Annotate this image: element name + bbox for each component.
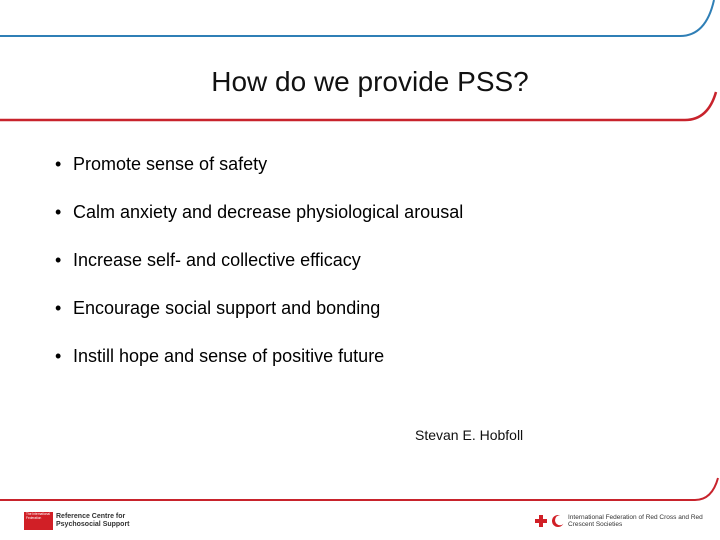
bullet-marker: • bbox=[55, 202, 62, 222]
list-item bbox=[55, 296, 475, 320]
bullet-marker: • bbox=[55, 250, 62, 270]
red-cross-icon bbox=[534, 514, 548, 528]
header-curve bbox=[0, 0, 714, 36]
bullet-text: Increase self- and collective efficacy bbox=[73, 250, 361, 270]
bullet-text: Promote sense of safety bbox=[73, 154, 268, 174]
reference-centre-logo-text: Reference Centre for Psychosocial Support bbox=[56, 513, 130, 528]
ifrc-logo-text: International Federation of Red Cross and Red Crescent Societies bbox=[568, 513, 703, 528]
footer-curve bbox=[0, 478, 718, 500]
list-item bbox=[55, 248, 475, 272]
ifrc-logo bbox=[534, 512, 708, 530]
bullet-marker: • bbox=[55, 154, 62, 174]
reference-centre-logo bbox=[24, 512, 140, 530]
list-item bbox=[55, 152, 475, 176]
bullet-marker: • bbox=[55, 346, 62, 366]
red-crescent-icon bbox=[551, 514, 565, 528]
bullet-text: Instill hope and sense of positive future bbox=[73, 346, 385, 366]
slide-title: How do we provide PSS? bbox=[211, 66, 529, 97]
list-item bbox=[55, 344, 475, 368]
attribution: Stevan E. Hobfoll bbox=[415, 427, 524, 443]
bullet-list bbox=[55, 152, 475, 392]
reference-centre-logo-box: The International Federation bbox=[24, 512, 53, 530]
bullet-text: Encourage social support and bonding bbox=[73, 298, 381, 318]
list-item bbox=[55, 200, 475, 224]
bullet-text: Calm anxiety and decrease physiological arousal bbox=[73, 202, 464, 222]
bullet-marker: • bbox=[55, 298, 62, 318]
